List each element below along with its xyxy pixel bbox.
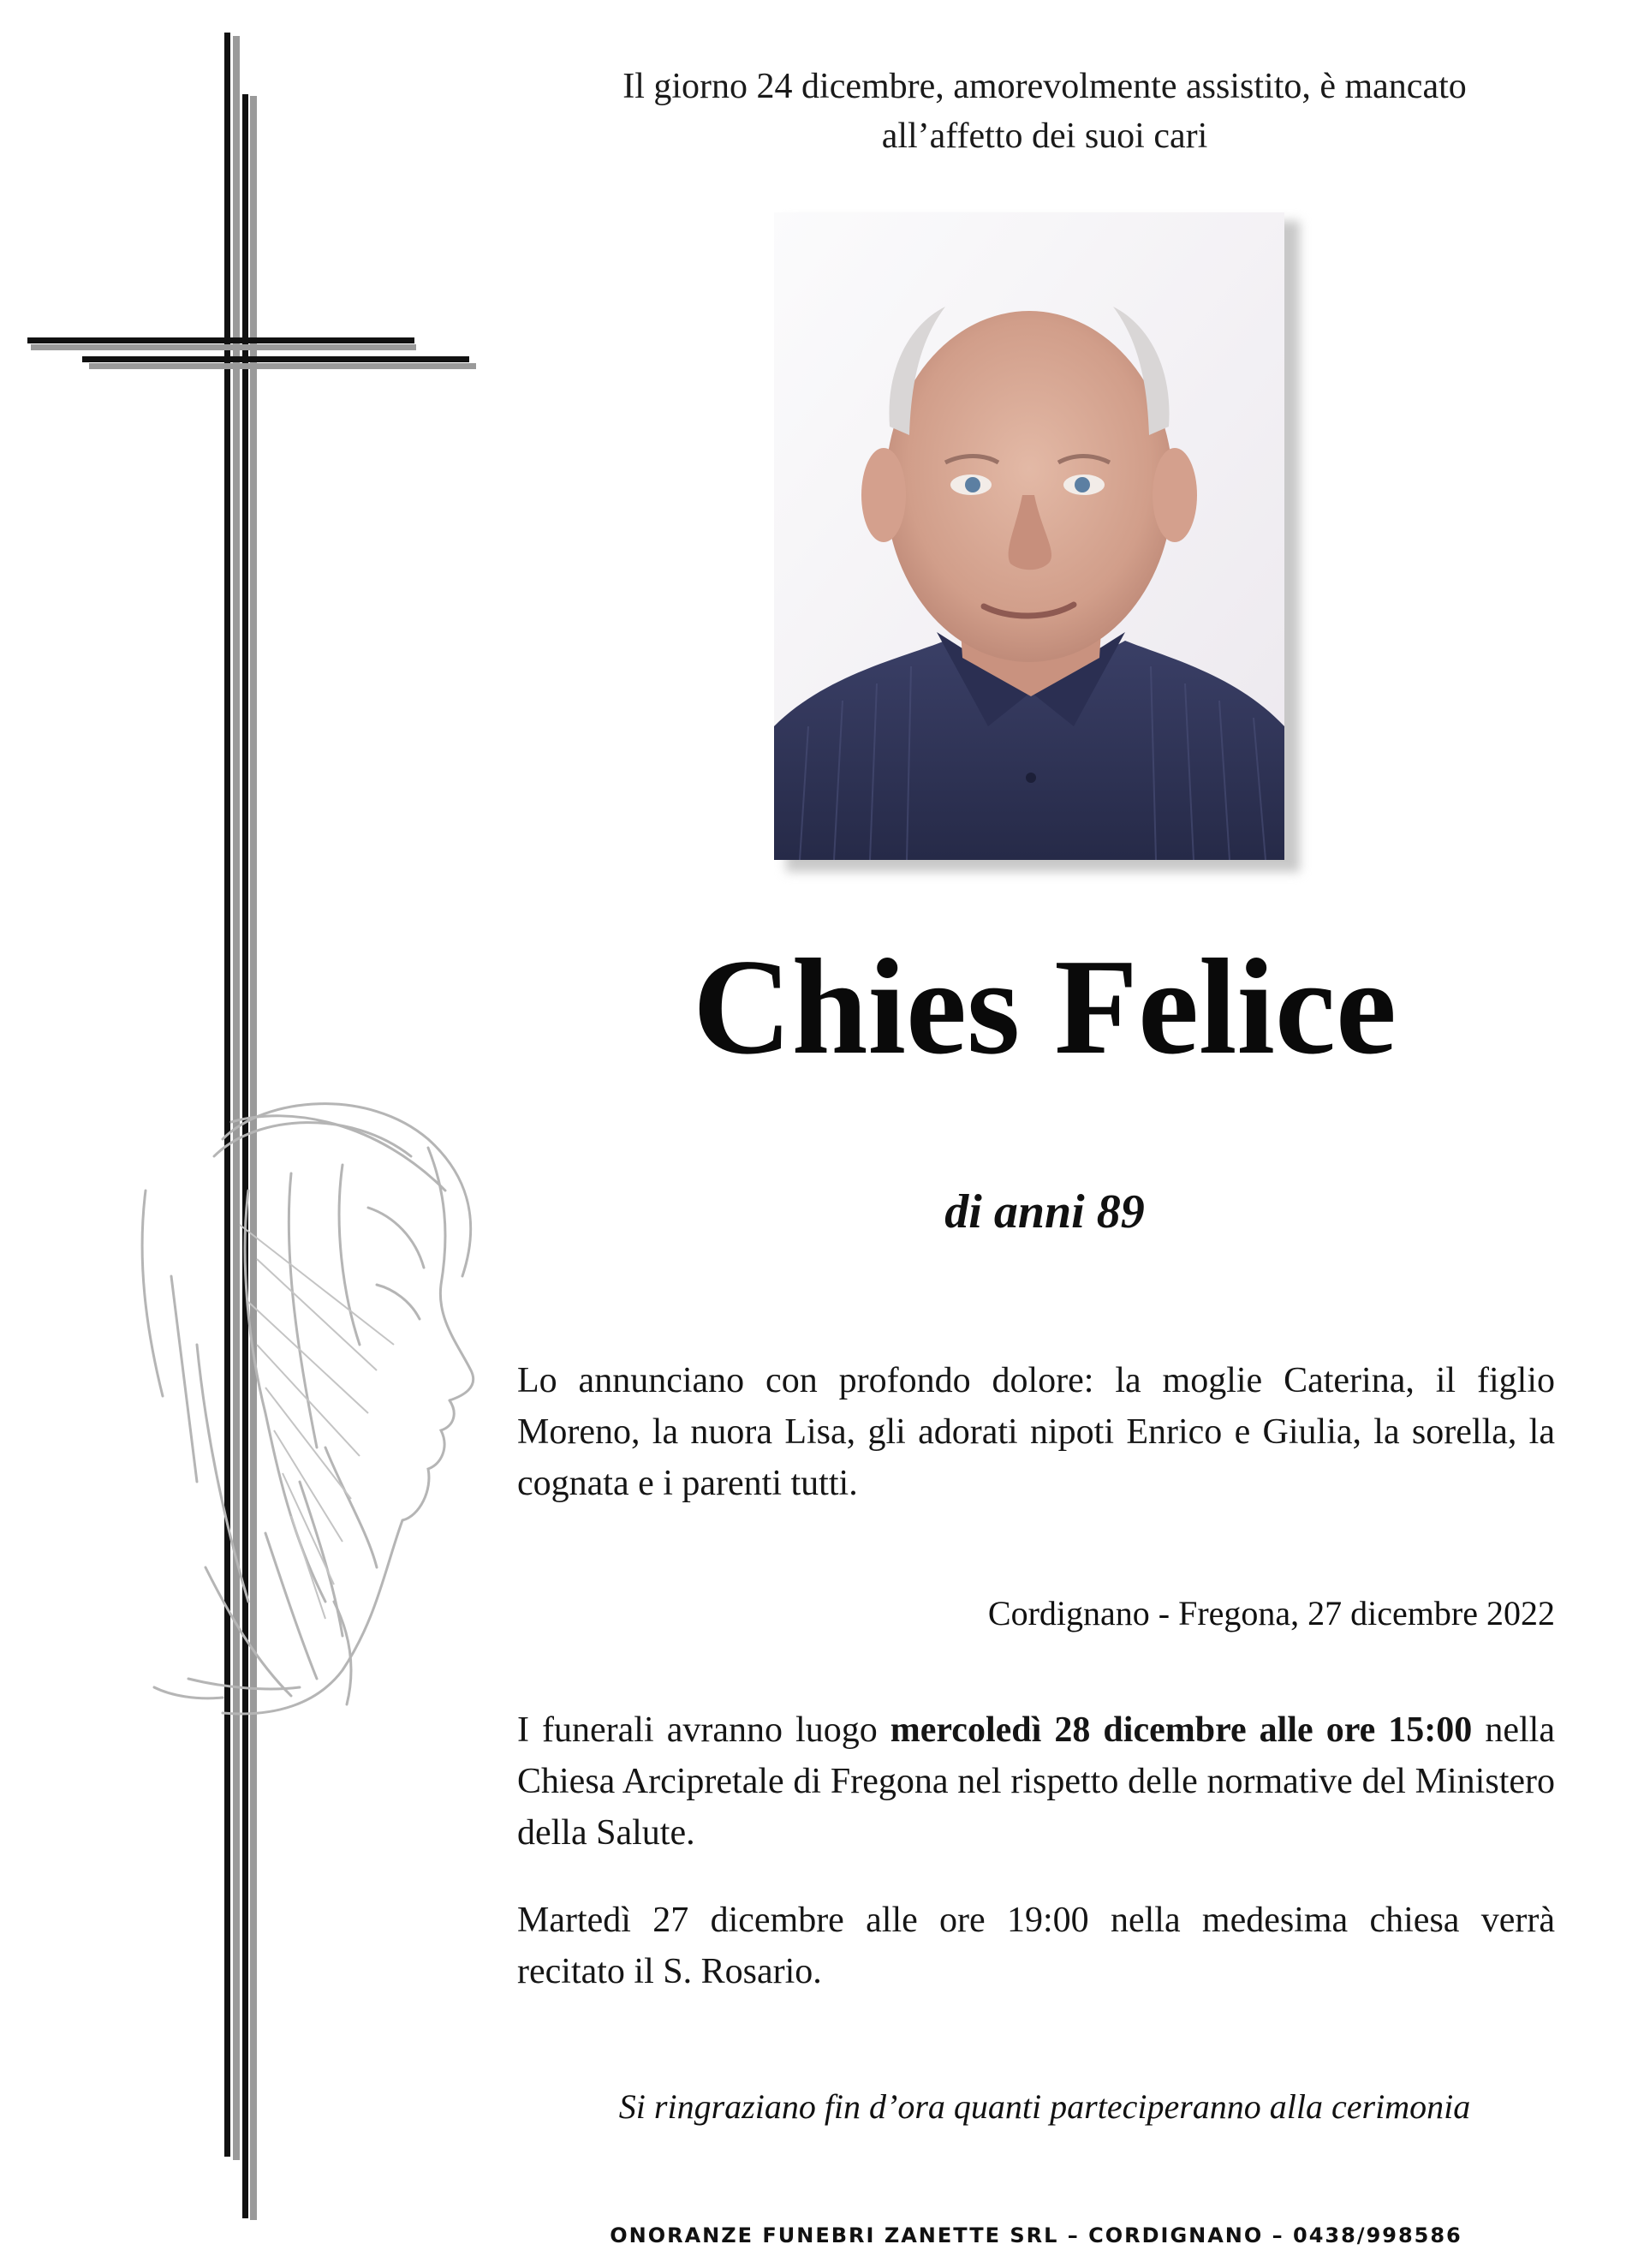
christ-sketch-icon [120,1088,497,1730]
funeral-info-before: I funerali avranno luogo [517,1710,890,1750]
funeral-info-after: nella Chiesa Arcipretale di Fregona nel rispetto delle normative del Ministero della Salute. [517,1710,1555,1853]
funeral-home-footer: ONORANZE FUNEBRI ZANETTE SRL – CORDIGNANO – 0438/998586 [610,2223,1462,2247]
announcement-text: Lo annunciano con profondo dolore: la moglie Caterina, il figlio Moreno, la nuora Lisa, gli adorati nipoti Enrico e Giulia, la sorella, la cognata e i parenti tutti. [517,1361,1555,1503]
deceased-name: Chies Felice [693,930,1397,1083]
portrait-photo [774,212,1284,860]
deceased-age: di anni 89 [944,1185,1145,1238]
place-date: Cordignano - Fregona, 27 dicembre 2022 [987,1594,1555,1632]
rosary-info: Martedì 27 dicembre alle ore 19:00 nella medesima chiesa verrà recitato il S. Rosario. [517,1901,1555,1991]
intro-text [531,62,1558,161]
intro-line-2: all’affetto dei suoi cari [881,116,1208,156]
thanks-text: Si ringraziano fin d’ora quanti parteciperanno alla cerimonia [618,2087,1471,2126]
funeral-date-time: mercoledì 28 dicembre alle ore 15:00 [890,1710,1473,1750]
intro-line-1: Il giorno 24 dicembre, amorevolmente assistito, è mancato [622,67,1467,106]
funeral-info [517,1704,1555,1859]
